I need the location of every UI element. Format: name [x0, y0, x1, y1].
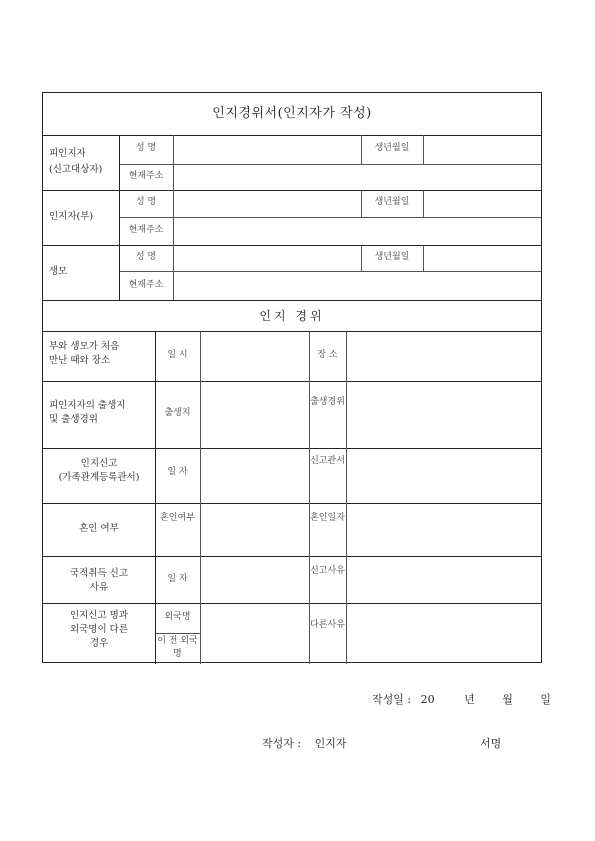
divider: [119, 217, 541, 218]
divider: [43, 503, 541, 504]
mother-birthdate-field[interactable]: [425, 247, 539, 269]
label-subject-note: (신고대상자): [49, 164, 103, 175]
divider: [119, 135, 120, 300]
divider: [43, 331, 541, 332]
date-label: 작성일 :: [372, 693, 412, 706]
foreign-name-field[interactable]: [202, 605, 307, 632]
section-title: 인지 경위: [259, 309, 325, 323]
row-label-recognition-report: [43, 457, 155, 485]
marriage-date-field[interactable]: [348, 505, 539, 554]
report-office-field[interactable]: [348, 450, 539, 501]
divider: [423, 135, 424, 164]
label-birthdate: 생년월일: [374, 252, 410, 262]
divider: [155, 633, 200, 634]
mother-address-field[interactable]: [175, 273, 539, 298]
label-report-office: 신고관서: [310, 456, 345, 466]
row-label-nationality: [43, 567, 155, 595]
month-label: 월: [502, 693, 513, 706]
birth-circumstances-field[interactable]: [348, 383, 539, 446]
row-label-line: 국적취득 신고: [69, 568, 129, 579]
label-birthplace: 출생지: [164, 408, 191, 418]
row-label-line: 사유: [89, 581, 109, 593]
divider: [173, 135, 174, 300]
year-label: 년: [464, 693, 475, 706]
marriage-status-field[interactable]: [202, 505, 307, 554]
row-label-line: 외국명이 다른: [69, 623, 129, 635]
row-label-first-meeting: [49, 340, 151, 368]
label-address: 현재주소: [128, 280, 164, 290]
label-birth-circumstances: 출생경위: [310, 397, 345, 407]
divider: [43, 381, 541, 382]
label-difference-reason: 다른사유: [310, 620, 345, 630]
label-name: 성 명: [135, 252, 157, 262]
subject-name-field[interactable]: [175, 137, 359, 162]
row-label-line: 만난 때와 장소: [49, 354, 111, 366]
nationality-reason-field[interactable]: [348, 558, 539, 601]
label-address: 현재주소: [128, 225, 164, 235]
row-label-birthplace: [49, 399, 125, 427]
label-report-date: 일 자: [167, 467, 188, 477]
label-name: 성 명: [135, 197, 157, 207]
row-label-line: 및 출생경위: [49, 413, 98, 425]
row-label-marriage: 혼인 여부: [79, 523, 119, 534]
label-birthdate: 생년월일: [374, 143, 410, 153]
label-place: 장 소: [317, 350, 338, 360]
father-address-field[interactable]: [175, 219, 539, 243]
writer-line: [262, 735, 346, 751]
divider: [346, 331, 347, 664]
divider: [423, 190, 424, 217]
row-label-line: (가족관계등록관서): [58, 471, 140, 483]
divider: [43, 245, 541, 246]
label-address: 현재주소: [128, 171, 164, 181]
label-previous-foreign-name: 이 전 외국명: [157, 636, 198, 660]
row-label-line: 인지신고 명과: [69, 610, 129, 621]
divider: [43, 135, 541, 136]
father-name-field[interactable]: [175, 192, 359, 215]
meeting-date-field[interactable]: [202, 333, 307, 379]
row-label-line: 피인지자의 출생지: [49, 400, 126, 411]
label-nationality-reason: 신고사유: [310, 566, 345, 576]
signature-label: 서명: [480, 737, 502, 750]
year-prefix: 20: [420, 693, 435, 706]
label-mother: 생모: [49, 266, 68, 277]
writer-role: 인지자: [314, 737, 347, 750]
birthplace-field[interactable]: [202, 383, 307, 446]
divider: [43, 300, 541, 301]
divider: [43, 603, 541, 604]
father-birthdate-field[interactable]: [425, 192, 539, 215]
row-label-line: 경우: [89, 637, 109, 649]
difference-reason-field[interactable]: [348, 605, 539, 662]
label-father: 인지자(부): [49, 211, 94, 222]
label-birthdate: 생년월일: [374, 197, 410, 207]
row-label-line: 부와 생모가 처음: [49, 341, 120, 352]
divider: [309, 331, 310, 664]
divider: [43, 190, 541, 191]
divider: [119, 271, 541, 272]
day-label: 일: [540, 693, 552, 706]
previous-foreign-name-field[interactable]: [202, 635, 307, 662]
label-name: 성 명: [135, 143, 157, 153]
label-subject: 피인지자: [49, 148, 86, 159]
row-label-foreign-name: [43, 609, 155, 650]
form-title: 인지경위서(인지자가 작성): [212, 106, 372, 121]
divider: [43, 556, 541, 557]
report-date-field[interactable]: [202, 450, 307, 501]
divider: [43, 448, 541, 449]
divider: [423, 245, 424, 271]
label-datetime: 일 시: [167, 350, 188, 360]
label-nationality-date: 일 자: [167, 574, 188, 584]
meeting-place-field[interactable]: [348, 333, 539, 379]
label-marriage-status: 혼인여부: [160, 513, 195, 523]
divider: [119, 164, 541, 165]
label-foreign-name: 외국명: [164, 612, 191, 622]
confirmation-form: [42, 92, 542, 663]
mother-name-field[interactable]: [175, 247, 359, 269]
subject-address-field[interactable]: [175, 166, 539, 188]
date-line: [372, 691, 551, 707]
nationality-date-field[interactable]: [202, 558, 307, 601]
label-marriage-date: 혼인일자: [310, 513, 345, 523]
divider: [200, 331, 201, 664]
subject-birthdate-field[interactable]: [425, 137, 539, 162]
writer-label: 작성자 :: [262, 737, 302, 750]
row-label-line: 인지신고: [80, 458, 118, 469]
